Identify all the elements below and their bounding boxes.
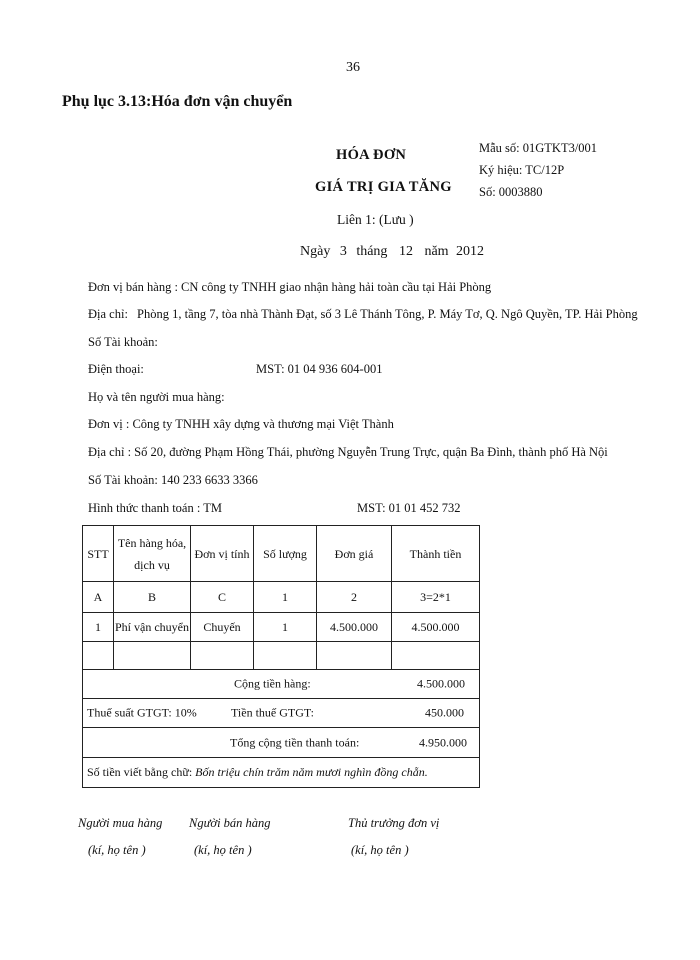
subtotal-cell xyxy=(83,670,480,699)
form-number: Mẫu số: 01GTKT3/001 xyxy=(479,141,598,155)
signature-director-title: Thủ trưởng đơn vị xyxy=(348,816,440,830)
seller-name: Đơn vị bán hàng : CN công ty TNHH giao nhận hàng hải toàn cầu tại Hải Phòng xyxy=(88,280,492,294)
total-label: Tổng cộng tiền thanh toán: xyxy=(230,735,360,749)
vat-cell xyxy=(83,699,480,728)
row-unit: Chuyến xyxy=(191,613,254,642)
amount-in-words-cell xyxy=(83,758,480,788)
amount-in-words-row xyxy=(83,758,480,788)
payment-method: Hình thức thanh toán : TM xyxy=(88,501,222,515)
page-number: 36 xyxy=(346,60,360,75)
date-day: 3 xyxy=(339,244,347,259)
code-cell: 3=2*1 xyxy=(392,582,480,613)
invoice-subtitle: GIÁ TRỊ GIA TĂNG xyxy=(315,179,452,195)
header-unit-price: Đơn giá xyxy=(317,526,392,582)
vat-amount-value: 450.000 xyxy=(425,705,464,720)
invoice-title: HÓA ĐƠN xyxy=(336,147,407,163)
code-cell: B xyxy=(114,582,191,613)
table-header-row xyxy=(83,526,480,582)
subtotal-value: 4.500.000 xyxy=(417,676,465,691)
invoice-copy: Liên 1: (Lưu ) xyxy=(337,212,414,227)
buyer-address: Địa chỉ : Số 20, đường Phạm Hồng Thái, phường Nguyễn Trung Trực, quận Ba Đình, thành phố Hà Nội xyxy=(88,445,608,459)
row-amount: 4.500.000 xyxy=(392,613,480,642)
seller-address xyxy=(88,307,638,322)
signature-seller-note: (kí, họ tên ) xyxy=(194,843,252,857)
header-quantity: Số lượng xyxy=(254,526,317,582)
signature-seller-title: Người bán hàng xyxy=(189,816,271,830)
invoice-items-table xyxy=(82,525,480,788)
invoice-symbol: Ký hiệu: TC/12P xyxy=(479,163,565,177)
row-stt: 1 xyxy=(83,613,114,642)
seller-address-value: Phòng 1, tầng 7, tòa nhà Thành Đạt, số 3 Lê Thánh Tông, P. Máy Tơ, Q. Ngô Quyền, TP. Hải Phòng xyxy=(137,307,638,321)
buyer-account: Số Tài khoản: 140 233 6633 3366 xyxy=(88,473,258,487)
amount-in-words-value: Bốn triệu chín trăm năm mươi nghìn đồng chẵn. xyxy=(195,765,428,779)
vat-row xyxy=(83,699,480,728)
signature-buyer-title: Người mua hàng xyxy=(78,816,163,830)
subtotal-label: Cộng tiền hàng: xyxy=(234,676,311,691)
seller-account: Số Tài khoản: xyxy=(88,335,158,349)
date-month: 12 xyxy=(398,244,413,259)
header-amount: Thành tiền xyxy=(392,526,480,582)
header-unit: Đơn vị tính xyxy=(191,526,254,582)
vat-rate-label: Thuế suất GTGT: 10% xyxy=(87,705,197,720)
total-row xyxy=(83,728,480,758)
header-goods xyxy=(114,526,191,582)
invoice-date xyxy=(300,244,484,260)
seller-address-label: Địa chỉ: xyxy=(88,307,128,321)
date-year: 2012 xyxy=(456,244,485,259)
appendix-title: Phụ lục 3.13:Hóa đơn vận chuyển xyxy=(62,93,293,110)
buyer-name: Họ và tên người mua hàng: xyxy=(88,390,225,404)
row-goods: Phí vận chuyển xyxy=(114,613,191,642)
date-day-label: Ngày xyxy=(300,244,331,259)
subtotal-row xyxy=(83,670,480,699)
code-cell: 2 xyxy=(317,582,392,613)
invoice-number: Số: 0003880 xyxy=(479,185,543,199)
date-year-label: năm xyxy=(424,244,449,259)
code-cell: C xyxy=(191,582,254,613)
table-code-row xyxy=(83,582,480,613)
amount-in-words-label: Số tiền viết bằng chữ: xyxy=(87,765,193,779)
vat-amount-label: Tiền thuế GTGT: xyxy=(231,705,314,720)
seller-phone: Điện thoại: xyxy=(88,362,144,376)
table-empty-row xyxy=(83,642,480,670)
total-value: 4.950.000 xyxy=(419,735,467,749)
seller-tax-code: MST: 01 04 936 604-001 xyxy=(256,362,383,376)
header-goods-line2: dịch vụ xyxy=(134,557,170,572)
buyer-tax-code: MST: 01 01 452 732 xyxy=(357,501,461,515)
buyer-unit: Đơn vị : Công ty TNHH xây dựng và thương mại Việt Thành xyxy=(88,417,394,431)
code-cell: 1 xyxy=(254,582,317,613)
code-cell: A xyxy=(83,582,114,613)
table-row xyxy=(83,613,480,642)
row-unit-price: 4.500.000 xyxy=(317,613,392,642)
header-stt: STT xyxy=(83,526,114,582)
header-goods-line1: Tên hàng hóa, xyxy=(117,535,187,550)
signature-director-note: (kí, họ tên ) xyxy=(351,843,409,857)
row-quantity: 1 xyxy=(254,613,317,642)
signature-buyer-note: (kí, họ tên ) xyxy=(88,843,146,857)
date-month-label: tháng xyxy=(356,244,388,259)
total-cell xyxy=(83,728,480,758)
